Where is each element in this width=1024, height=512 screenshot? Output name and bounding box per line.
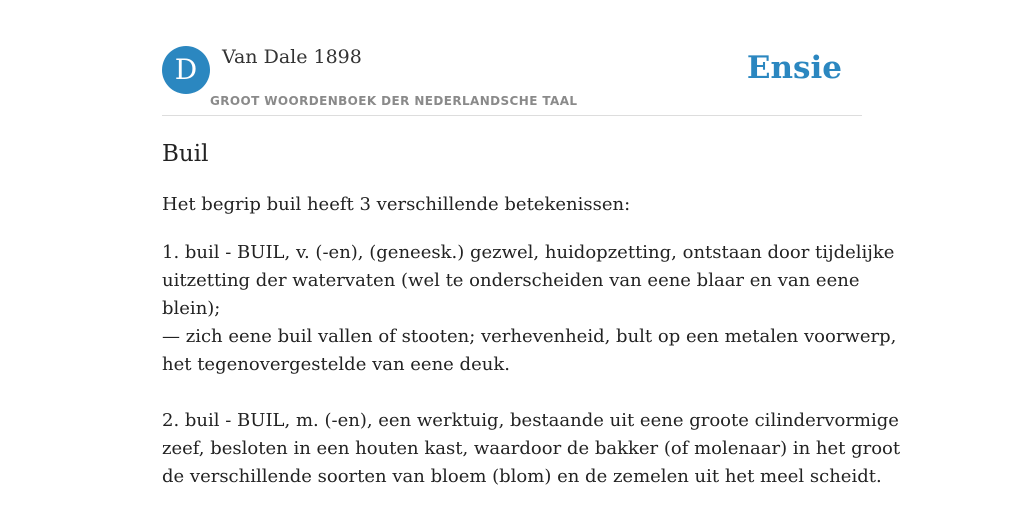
- headword: Buil: [162, 141, 209, 167]
- definitions: [162, 239, 901, 491]
- source-title[interactable]: Van Dale 1898: [222, 46, 362, 68]
- definition-line: uitzetting der watervaten (wel te onderscheiden van eene blaar en van eene: [162, 270, 860, 291]
- definition-line: blein);: [162, 298, 221, 319]
- definition-line: 1. buil - BUIL, v. (-en), (geneesk.) gezwel, huidopzetting, ontstaan door tijdelijke: [162, 242, 895, 263]
- definition-line: 2. buil - BUIL, m. (-en), een werktuig, bestaande uit eene groote cilindervormige: [162, 410, 899, 431]
- source-subtitle: GROOT WOORDENBOEK DER NEDERLANDSCHE TAAL: [210, 94, 578, 108]
- definition-1: [162, 239, 897, 379]
- brand-logo[interactable]: Ensie: [746, 50, 842, 86]
- header-divider: [162, 115, 862, 116]
- intro-text: Het begrip buil heeft 3 verschillende betekenissen:: [162, 194, 631, 215]
- header: [162, 46, 862, 116]
- source-logo[interactable]: D: [162, 46, 210, 94]
- definition-line: de verschillende soorten van bloem (blom) en de zemelen uit het meel scheidt.: [162, 466, 882, 487]
- definition-line: — zich eene buil vallen of stooten; verhevenheid, bult op een metalen voorwerp,: [162, 326, 897, 347]
- definition-line: zeef, besloten in een houten kast, waardoor de bakker (of molenaar) in het groot: [162, 438, 901, 459]
- definition-2: [162, 407, 901, 491]
- definition-line: het tegenovergestelde van eene deuk.: [162, 354, 510, 375]
